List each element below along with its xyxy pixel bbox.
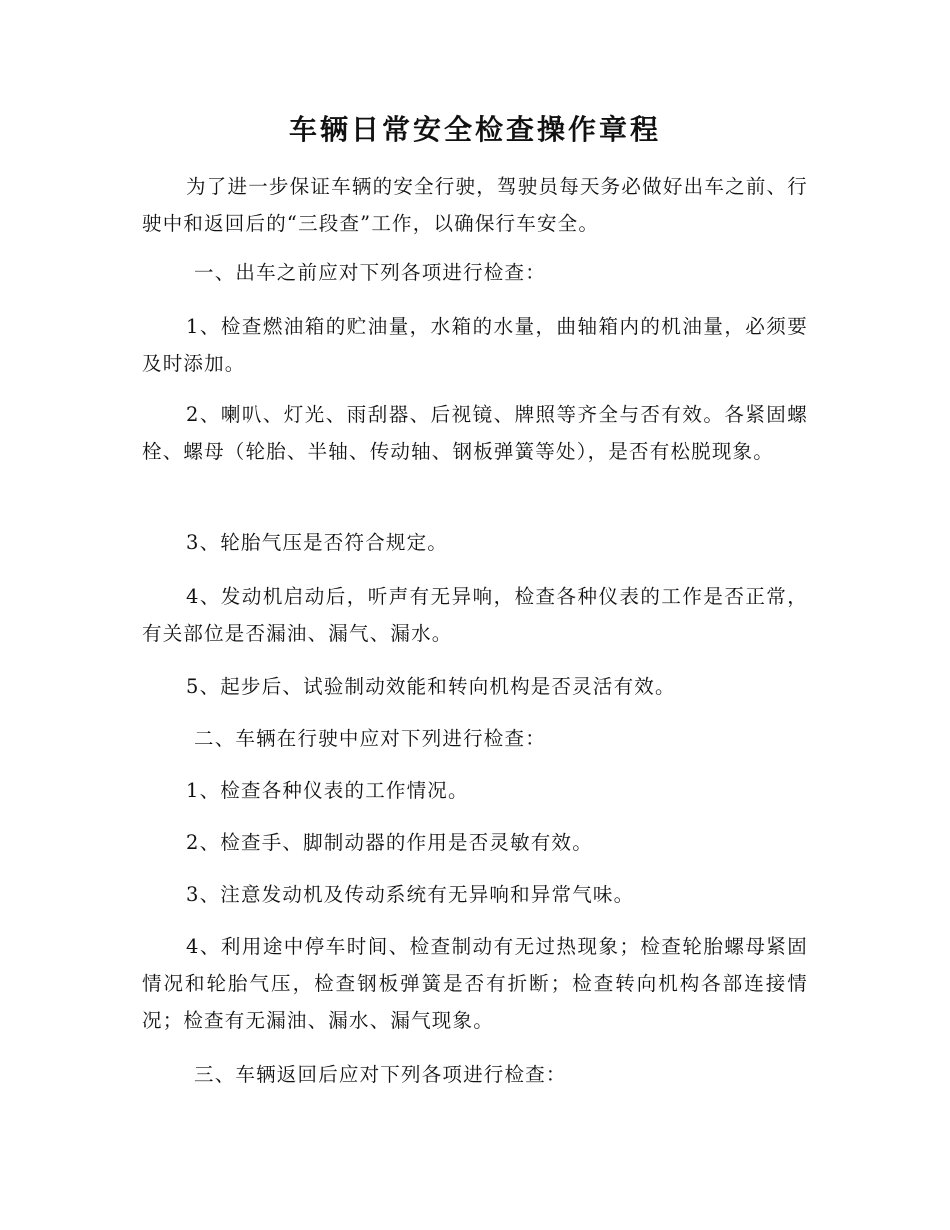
intro-paragraph: 为了进一步保证车辆的安全行驶，驾驶员每天务必做好出车之前、行驶中和返回后的“三段查”工作，以确保行车安全。 bbox=[142, 175, 808, 235]
section-heading-1: 一、出车之前应对下列各项进行检查： bbox=[194, 261, 546, 284]
list-item-1-1: 1、检查燃油箱的贮油量，水箱的水量，曲轴箱内的机油量，必须要及时添加。 bbox=[142, 315, 808, 375]
list-item-1-3: 3、轮胎气压是否符合规定。 bbox=[186, 531, 449, 554]
list-item-2-1: 1、检查各种仪表的工作情况。 bbox=[186, 779, 469, 802]
list-item-1-2: 2、喇叭、灯光、雨刮器、后视镜、牌照等齐全与否有效。各紧固螺栓、螺母（轮胎、半轴、传动轴、钢板弹簧等处），是否有松脱现象。 bbox=[142, 403, 808, 463]
section-heading-2: 二、车辆在行驶中应对下列进行检查： bbox=[194, 727, 546, 750]
section-heading-3: 三、车辆返回后应对下列各项进行检查： bbox=[194, 1063, 567, 1086]
list-item-1-4: 4、发动机启动后，听声有无异响，检查各种仪表的工作是否正常，有关部位是否漏油、漏气、漏水。 bbox=[142, 585, 808, 645]
list-item-2-3: 3、注意发动机及传动系统有无异响和异常气味。 bbox=[186, 883, 635, 906]
list-item-2-2: 2、检查手、脚制动器的作用是否灵敏有效。 bbox=[186, 831, 593, 854]
list-item-2-4: 4、利用途中停车时间、检查制动有无过热现象；检查轮胎螺母紧固情况和轮胎气压，检查钢板弹簧是否有折断；检查转向机构各部连接情况；检查有无漏油、漏水、漏气现象。 bbox=[142, 935, 808, 1032]
document-title: 车辆日常安全检查操作章程 bbox=[288, 113, 661, 146]
list-item-1-5: 5、起步后、试验制动效能和转向机构是否灵活有效。 bbox=[186, 675, 676, 698]
